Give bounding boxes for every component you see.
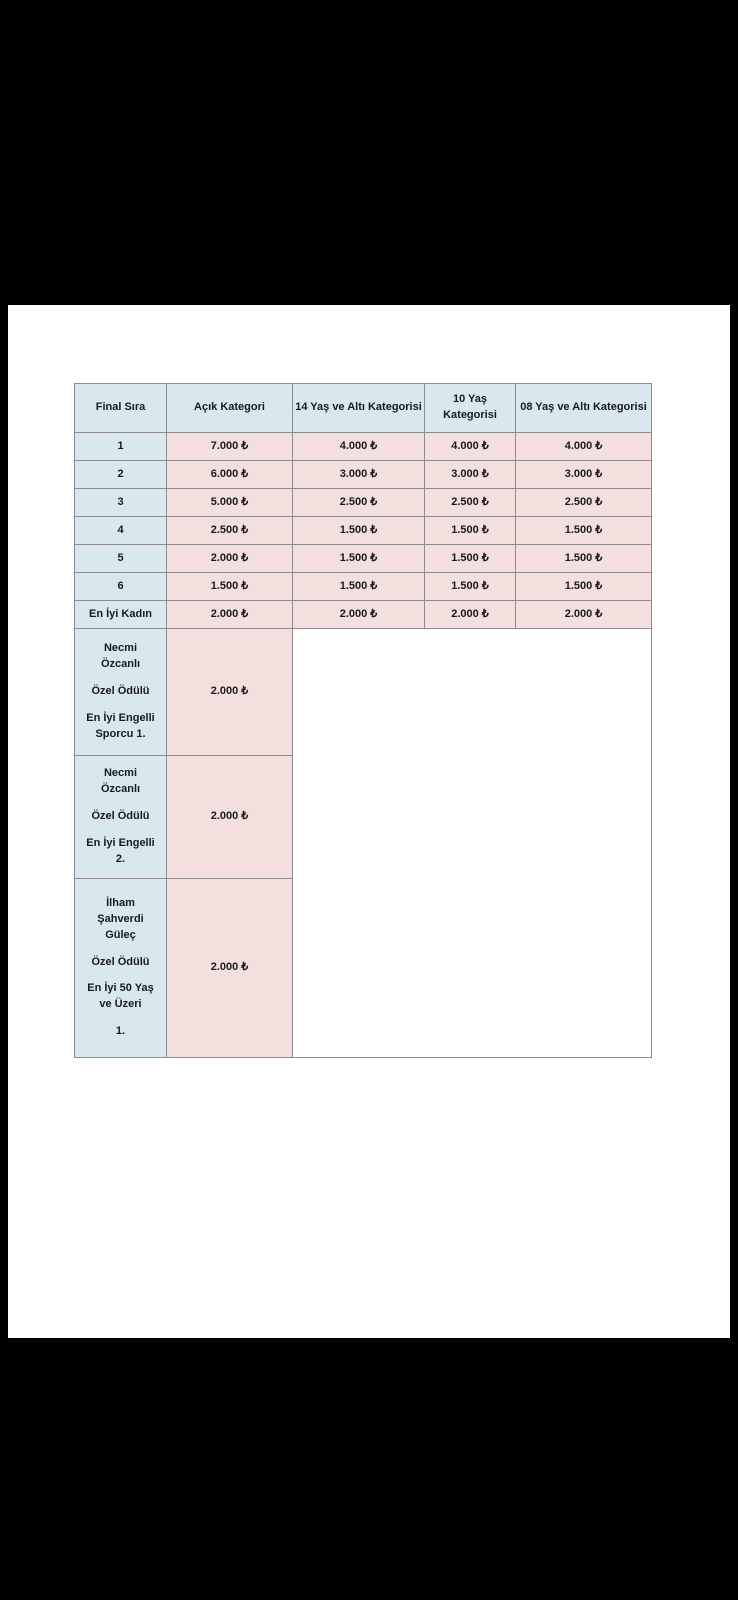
award-spacer bbox=[77, 673, 164, 684]
award-line-4: Özel Ödülü bbox=[91, 955, 150, 968]
header-cell-final-sira bbox=[75, 384, 167, 433]
special-award-row bbox=[75, 629, 652, 756]
award-line-4: En İyi Engelli bbox=[86, 711, 155, 724]
money-cell-10yas: 2.000 ₺ bbox=[425, 601, 516, 629]
award-spacer bbox=[77, 798, 164, 809]
award-line-3: Özel Ödülü bbox=[91, 685, 150, 698]
award-line-4: En İyi Engelli bbox=[86, 836, 155, 849]
award-spacer bbox=[77, 970, 164, 981]
money-cell-10yas: 2.500 ₺ bbox=[425, 489, 516, 517]
award-line-2: Şahverdi bbox=[97, 912, 144, 925]
award-spacer bbox=[77, 944, 164, 955]
header-line-2: Kategorisi bbox=[367, 401, 422, 414]
document-page bbox=[8, 305, 730, 1338]
header-line-1: 14 Yaş ve Altı bbox=[295, 401, 365, 414]
money-cell-10yas: 1.500 ₺ bbox=[425, 545, 516, 573]
rank-cell: 1 bbox=[75, 433, 167, 461]
award-line-5: Sporcu 1. bbox=[95, 727, 146, 740]
award-line-1: Necmi bbox=[103, 642, 138, 655]
table-row bbox=[75, 545, 652, 573]
award-spacer bbox=[77, 825, 164, 836]
money-cell-acik: 6.000 ₺ bbox=[167, 461, 293, 489]
money-cell-14yas: 3.000 ₺ bbox=[293, 461, 425, 489]
header-line-2: Kategorisi bbox=[592, 401, 647, 414]
money-cell-acik: 5.000 ₺ bbox=[167, 489, 293, 517]
money-cell-10yas: 1.500 ₺ bbox=[425, 573, 516, 601]
rank-cell: En İyi Kadın bbox=[75, 601, 167, 629]
odul-tablosu bbox=[74, 383, 652, 1058]
award-line-2: Özcanlı bbox=[100, 783, 141, 796]
special-award-amount: 2.000 ₺ bbox=[167, 756, 293, 879]
money-cell-acik: 2.500 ₺ bbox=[167, 517, 293, 545]
rank-cell: 2 bbox=[75, 461, 167, 489]
money-cell-08yas: 1.500 ₺ bbox=[516, 545, 652, 573]
award-spacer bbox=[77, 1013, 164, 1024]
special-award-label bbox=[75, 756, 167, 879]
money-cell-08yas: 2.000 ₺ bbox=[516, 601, 652, 629]
money-cell-14yas: 2.500 ₺ bbox=[293, 489, 425, 517]
award-line-2: Özcanlı bbox=[100, 658, 141, 671]
money-cell-10yas: 4.000 ₺ bbox=[425, 433, 516, 461]
money-cell-08yas: 4.000 ₺ bbox=[516, 433, 652, 461]
money-cell-08yas: 1.500 ₺ bbox=[516, 517, 652, 545]
header-line-1: 10 Yaş bbox=[452, 393, 488, 406]
rank-cell: 3 bbox=[75, 489, 167, 517]
award-line-6: ve Üzeri bbox=[99, 998, 142, 1011]
header-line-1: 08 Yaş ve Altı bbox=[520, 401, 590, 414]
award-line-1: İlham bbox=[106, 896, 135, 909]
award-line-7: 1. bbox=[115, 1025, 126, 1038]
table-row bbox=[75, 517, 652, 545]
special-award-amount: 2.000 ₺ bbox=[167, 629, 293, 756]
header-cell-08-yas bbox=[516, 384, 652, 433]
header-cell-14-yas bbox=[293, 384, 425, 433]
table-row bbox=[75, 489, 652, 517]
empty-merged-cell bbox=[293, 629, 652, 1058]
special-award-label bbox=[75, 879, 167, 1058]
table-row bbox=[75, 433, 652, 461]
header-line-2: Kategorisi bbox=[443, 409, 497, 421]
money-cell-14yas: 2.000 ₺ bbox=[293, 601, 425, 629]
money-cell-10yas: 1.500 ₺ bbox=[425, 517, 516, 545]
table-header-row bbox=[75, 384, 652, 433]
header-line-1: Final Sıra bbox=[95, 401, 146, 414]
money-cell-acik: 2.000 ₺ bbox=[167, 545, 293, 573]
money-cell-14yas: 1.500 ₺ bbox=[293, 545, 425, 573]
money-cell-14yas: 4.000 ₺ bbox=[293, 433, 425, 461]
award-line-5: 2. bbox=[115, 852, 126, 865]
money-cell-10yas: 3.000 ₺ bbox=[425, 461, 516, 489]
special-award-amount: 2.000 ₺ bbox=[167, 879, 293, 1058]
money-cell-08yas: 2.500 ₺ bbox=[516, 489, 652, 517]
money-cell-08yas: 1.500 ₺ bbox=[516, 573, 652, 601]
award-spacer bbox=[77, 700, 164, 711]
award-line-3: Özel Ödülü bbox=[91, 810, 150, 823]
header-cell-acik-kategori bbox=[167, 384, 293, 433]
award-line-5: En İyi 50 Yaş bbox=[87, 982, 154, 995]
rank-cell: 6 bbox=[75, 573, 167, 601]
award-line-3: Güleç bbox=[105, 928, 136, 941]
special-award-label bbox=[75, 629, 167, 756]
table-row bbox=[75, 573, 652, 601]
money-cell-acik: 2.000 ₺ bbox=[167, 601, 293, 629]
money-cell-08yas: 3.000 ₺ bbox=[516, 461, 652, 489]
money-cell-acik: 1.500 ₺ bbox=[167, 573, 293, 601]
table-row-en-iyi-kadin bbox=[75, 601, 652, 629]
prize-table-container bbox=[74, 383, 651, 1058]
award-line-1: Necmi bbox=[103, 767, 138, 780]
rank-cell: 5 bbox=[75, 545, 167, 573]
money-cell-acik: 7.000 ₺ bbox=[167, 433, 293, 461]
header-cell-10-yas bbox=[425, 384, 516, 433]
rank-cell: 4 bbox=[75, 517, 167, 545]
money-cell-14yas: 1.500 ₺ bbox=[293, 517, 425, 545]
money-cell-14yas: 1.500 ₺ bbox=[293, 573, 425, 601]
table-row bbox=[75, 461, 652, 489]
header-line-1: Açık Kategori bbox=[194, 401, 265, 414]
